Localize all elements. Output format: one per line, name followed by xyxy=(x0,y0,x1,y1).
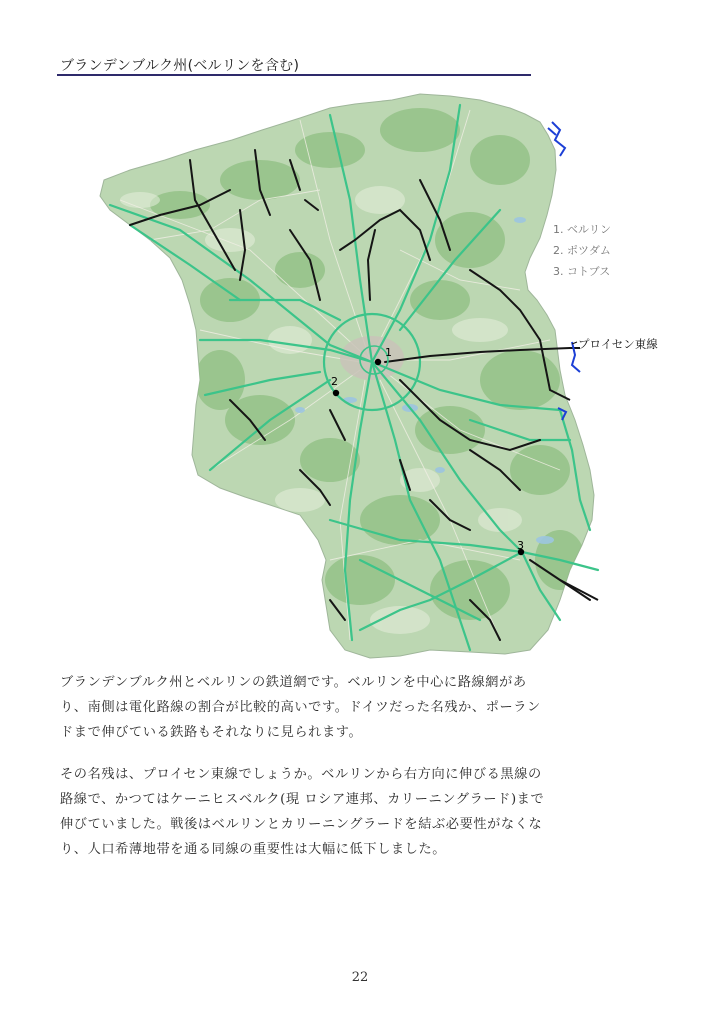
legend-item-cottbus: 3. コトブス xyxy=(553,265,611,278)
page-title: ブランデンブルク州(ベルリンを含む) xyxy=(60,58,300,74)
marker-potsdam-dot xyxy=(333,390,339,396)
legend-item-berlin: 1. ベルリン xyxy=(553,223,611,236)
railway-map xyxy=(0,88,720,663)
marker-berlin-label: 1 xyxy=(385,346,392,359)
marker-potsdam-label: 2 xyxy=(331,375,338,388)
marker-berlin-dot xyxy=(375,359,381,365)
body-paragraph-2: その名残は、プロイセン東線でしょうか。ベルリンから右方向に伸びる黒線の路線で、かつてはケーニヒスベルク(現 ロシア連邦、カリーニングラード)まで伸びていました。戦後はベルリンとカリーニングラードを結ぶ必要性がなくなり、人口希薄地帯を通る同線の重要性は大幅に低下しました。 xyxy=(60,767,545,857)
legend-item-potsdam: 2. ポツダム xyxy=(553,244,611,257)
page-number: 22 xyxy=(351,970,369,985)
marker-cottbus-label: 3 xyxy=(517,539,524,552)
map-legend xyxy=(553,223,611,286)
body-paragraph-1: ブランデンブルク州とベルリンの鉄道網です。ベルリンを中心に路線網があり、南側は電化路線の割合が比較的高いです。ドイツだった名残か、ポーランドまで伸びている鉄路もそれなりに見られます。 xyxy=(60,675,541,740)
callout-prussian-eastern-railway: プロイセン東線 xyxy=(578,337,658,351)
title-underline xyxy=(57,74,531,76)
